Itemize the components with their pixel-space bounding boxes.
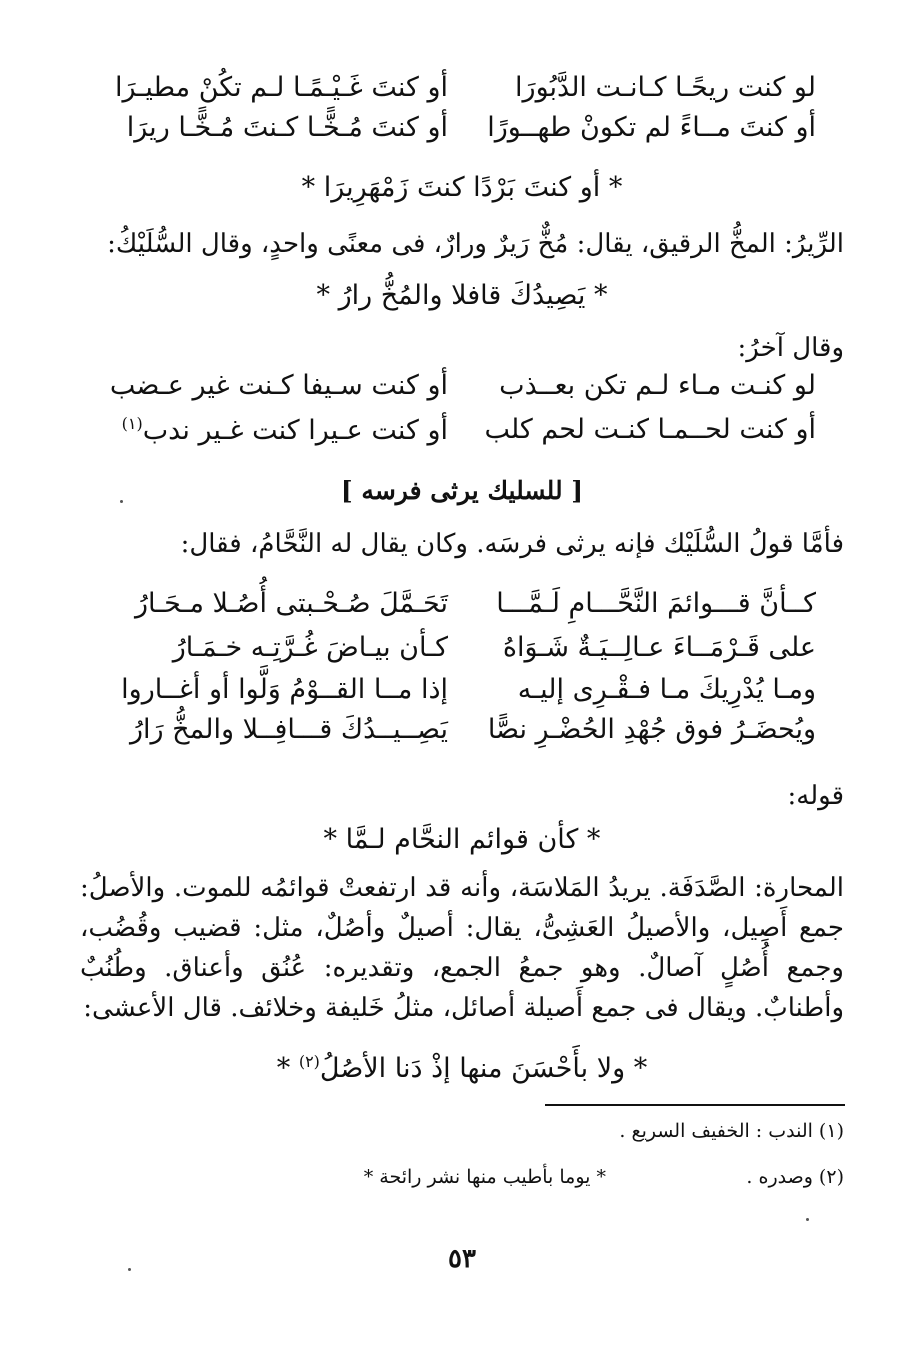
footnote-ref-1: (١) (121, 414, 143, 433)
quote-nahham: * كأن قوائم النحَّام لـمَّا * (323, 824, 601, 855)
verse1-line-2-first-hemistich: أو كنتَ مــاءً لم تكونْ طهــورًا (487, 112, 816, 143)
verse3-line-3-first-hemistich: ومـا يُدْرِيكَ مـا فـقْـرِى إليـه (517, 674, 816, 705)
verse3-line-2-second-hemistich: كـأن بيـاضَ غُـرَّتِـه خـمَـارُ (172, 632, 448, 663)
verse2-line-2-second-hemistich-text: أو كنت عـيرا كنت غـير ندب (142, 415, 448, 446)
verse2-line-2-second-hemistich (122, 414, 448, 446)
verse3-line-3-second-hemistich: إذا مــا القــوْمُ وَلَّوا أو أغــاروا (121, 674, 448, 705)
scan-speck (128, 1268, 131, 1271)
verse1-line-1 (0, 72, 924, 108)
quote-asha (0, 1052, 924, 1084)
verse3-line-1 (0, 588, 924, 626)
verse3-line-1-second-hemistich: تَحَـمَّلَ صُـحْـبتى أُصُـلا مـحَـارُ (134, 588, 448, 619)
verse3-line-1-first-hemistich: كــأنَّ قـــوائمَ النَّحَّـــامِ لَـمَّـــا (496, 588, 816, 619)
paragraph-intro-sulayk (74, 524, 844, 564)
scan-speck (120, 500, 123, 503)
paragraph-rir (74, 224, 844, 264)
verse1-line-2-second-hemistich: أو كنتَ مُـخًّـا كـنتَ مُـخًّـا ريرَا (126, 112, 448, 143)
verse3-line-2-first-hemistich: على قَـرْمَــاءَ عـالِــيَـةٌ شَـوَاهُ (502, 632, 816, 663)
intro-another-poet-text: وقال آخرُ: (737, 333, 844, 363)
verse3-line-2 (0, 632, 924, 670)
verse1-line-2 (0, 112, 924, 148)
verse3-line-4 (0, 714, 924, 752)
paragraph-commentary-text: المحارة: الصَّدَفَة. يريدُ المَلاسَة، وأنه قد ارتفعتْ قوائمُه للموت. والأصلُ: جمع أَصِيل، والأصيلُ العَشِىُّ، يقال: أصيلٌ وأصُلٌ، مثل: قضيب وقُضُب، وجمع أُصُلٍ آصالٌ. وهو جمعُ الجمع، وتقديره: عُنُق وأعناق. وطُنُبٌ وأطنابٌ. ويقال فى جمع أَصيلة أصائل، مثلُ خَليفة وخلائف. قال الأعشى: (80, 873, 844, 1023)
footnote-2-text: * يوما بأطيب منها نشر رائحة * (363, 1166, 606, 1188)
footnote-divider (545, 1104, 845, 1106)
verse3-line-3 (0, 674, 924, 712)
scan-speck (806, 1218, 809, 1221)
quote-asha-end: * (276, 1053, 299, 1084)
verse2-line-1-first-hemistich: لو كنـت مـاء لـم تكن بعــذب (499, 370, 816, 401)
footnote-2-label: (٢) وصدره . (746, 1166, 844, 1188)
verse2-line-2 (0, 414, 924, 450)
verse3-line-4-second-hemistich: يَصِــيــدُكَ قـــافِــلا والمخُّ رَارُ (130, 714, 448, 745)
paragraph-intro-sulayk-text: فأمَّا قولُ السُّلَيْك فإنه يرثى فرسَه. وكان يقال له النَّحَّامُ، فقال: (180, 529, 844, 559)
verse2-line-1 (0, 370, 924, 406)
verse1-line-1-first-hemistich: لو كنت ريحًـا كـانـت الدَّبُورَا (515, 72, 816, 103)
verse1-tail: * أو كنتَ بَرْدًا كنتَ زَمْهَرِيرَا * (301, 172, 623, 203)
footnote-ref-2: (٢) (298, 1052, 320, 1071)
intro-his-saying-text: قوله: (787, 781, 844, 811)
verse2-line-1-second-hemistich: أو كنت سـيفا كـنت غير عـضب (109, 370, 448, 401)
verse3-line-4-first-hemistich: ويُحضَـرُ فوق جُهْدِ الحُضْـرِ نصًّا (487, 714, 816, 745)
verse2-line-2-first-hemistich: أو كنت لحــمـا كنـت لحم كلب (484, 414, 816, 445)
quote-asha-text: * ولا بأَحْسَنَ منها إذْ دَنا الأصُلُ (319, 1053, 648, 1084)
quote-sulayk: * يَصِيدُكَ قافلا والمُخُّ رارُ * (316, 280, 608, 311)
footnote-1: (١) الندب : الخفيف السريع . (619, 1120, 844, 1142)
paragraph-commentary (80, 868, 844, 1028)
page-number: ٥٣ (448, 1244, 476, 1274)
intro-another-poet (74, 328, 844, 368)
intro-his-saying (74, 776, 844, 816)
paragraph-rir-text: الرِّيرُ: المخُّ الرقيق، يقال: مُخٌّ رَيرٌ ورارٌ، فى معنًى واحدٍ، وقال السُّلَيْكُ: (107, 229, 844, 259)
verse1-line-1-second-hemistich: أو كنتَ غَـيْـمًـا لـم تكُنْ مطيـرَا (115, 72, 448, 103)
section-heading: [ للسليك يرثى فرسه ] (340, 476, 584, 505)
